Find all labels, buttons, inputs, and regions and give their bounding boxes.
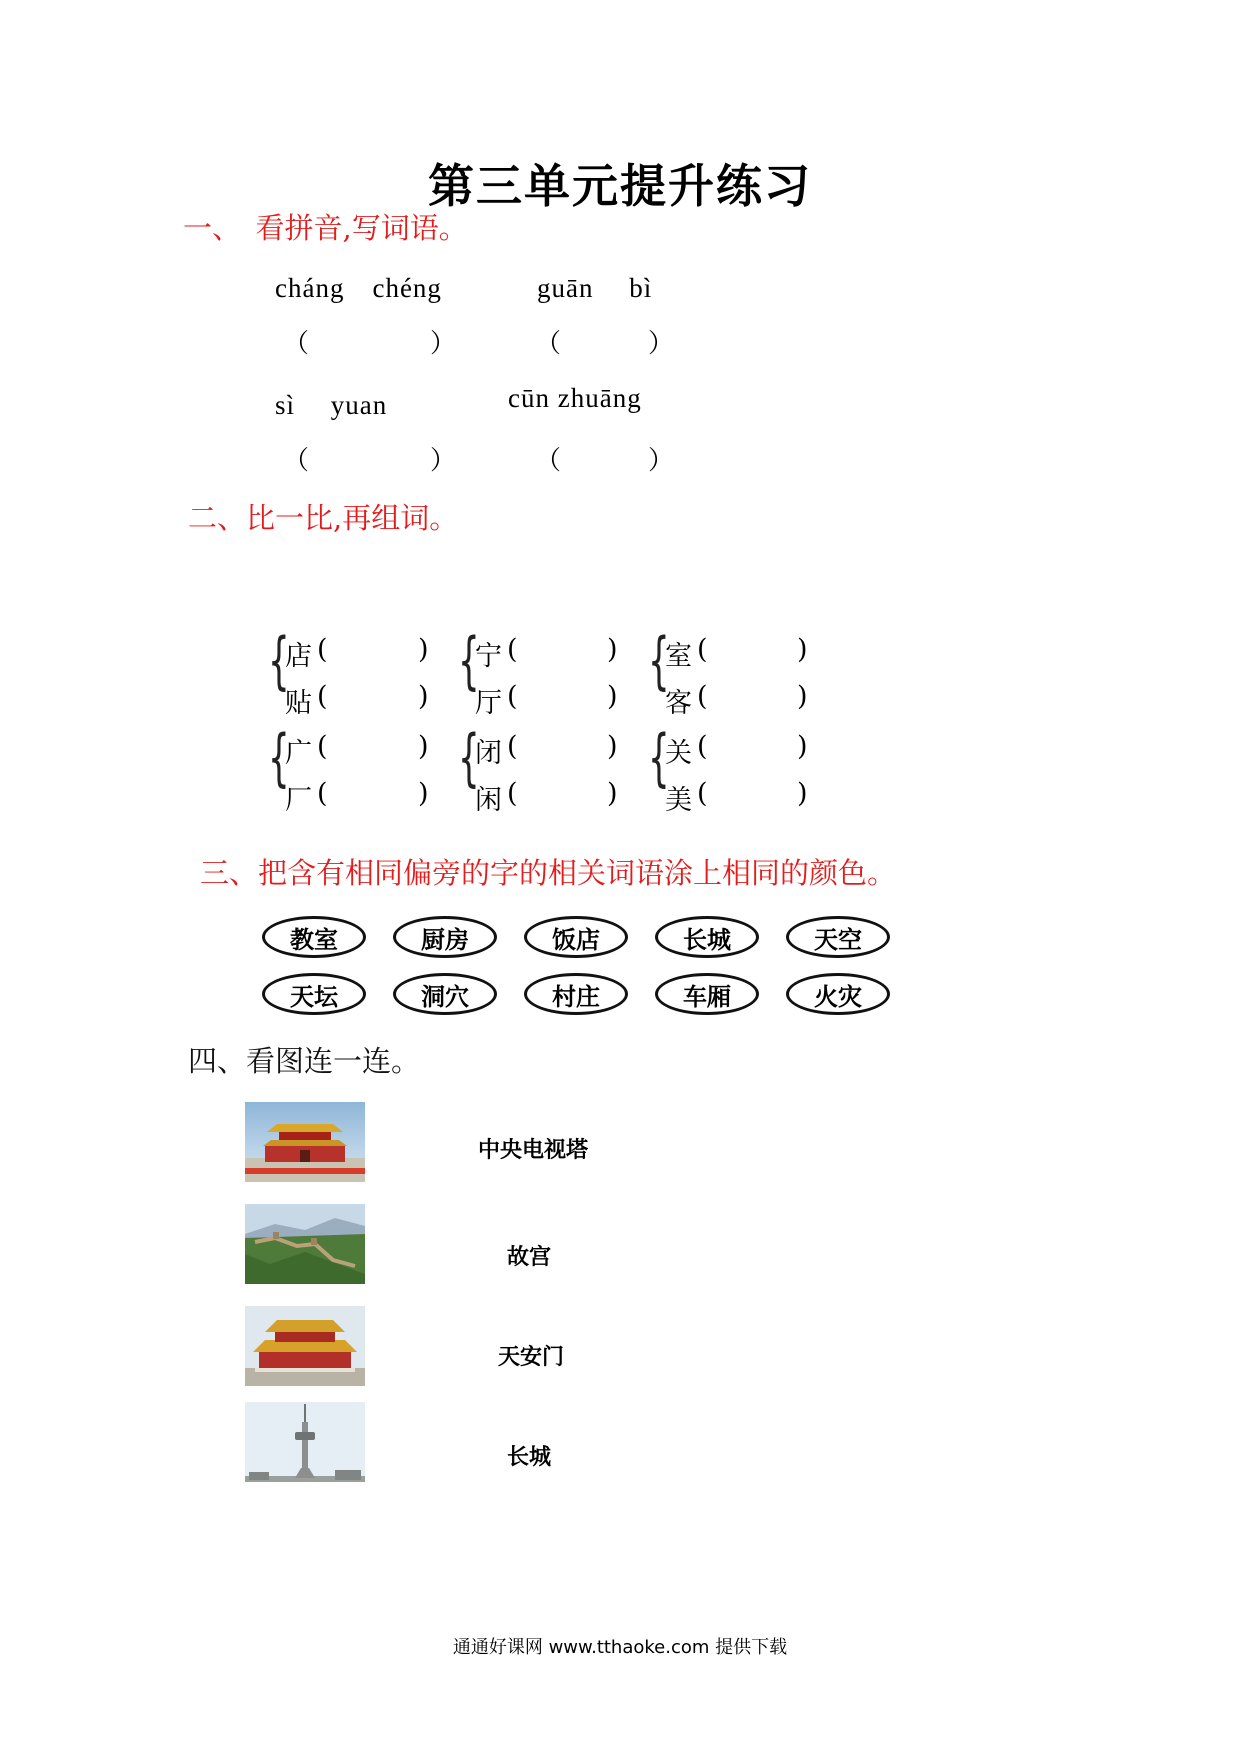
word-oval[interactable]: 天空 <box>786 916 890 958</box>
brace-icon: { <box>268 721 290 794</box>
compare-char: 厂 <box>285 785 312 816</box>
paren-close: ) <box>797 634 808 665</box>
tv-tower-photo[interactable] <box>245 1402 365 1482</box>
paren-open: ( <box>317 731 328 762</box>
place-label[interactable]: 中央电视塔 <box>478 1138 589 1163</box>
compare-char: 宁 <box>475 641 502 672</box>
paren-close: ) <box>607 778 618 809</box>
paren-open: ( <box>697 634 708 665</box>
answer-box-close: ） <box>648 446 675 476</box>
paren-close: ) <box>607 731 618 762</box>
pinyin-guanbi: guān bì <box>537 273 653 303</box>
answer-box-close: ） <box>430 329 457 359</box>
forbidden-city-photo[interactable] <box>245 1306 365 1386</box>
great-wall-photo[interactable] <box>245 1204 365 1284</box>
compare-char: 室 <box>665 641 692 672</box>
word-oval[interactable]: 火灾 <box>786 973 890 1015</box>
answer-box-open: （ <box>283 329 310 359</box>
word-oval[interactable]: 洞穴 <box>393 973 497 1015</box>
paren-open: ( <box>317 634 328 665</box>
paren-close: ) <box>418 634 429 665</box>
compare-char: 贴 <box>285 688 312 719</box>
page-title: 第三单元提升练习 <box>428 159 812 213</box>
brace-icon: { <box>268 624 290 697</box>
compare-char: 关 <box>665 738 692 769</box>
compare-char: 美 <box>665 785 692 816</box>
answer-box-close: ） <box>648 329 675 359</box>
compare-char: 广 <box>285 738 312 769</box>
paren-open: ( <box>507 634 518 665</box>
paren-open: ( <box>697 778 708 809</box>
brace-icon: { <box>458 721 480 794</box>
compare-char: 客 <box>665 688 692 719</box>
paren-open: ( <box>317 778 328 809</box>
paren-close: ) <box>418 778 429 809</box>
answer-box-open: （ <box>535 446 562 476</box>
tiananmen-photo[interactable] <box>245 1102 365 1182</box>
paren-open: ( <box>507 778 518 809</box>
footer-credit: 通通好课网 www.tthaoke.com 提供下载 <box>452 1637 788 1658</box>
word-oval[interactable]: 天坛 <box>262 973 366 1015</box>
paren-open: ( <box>507 731 518 762</box>
place-label[interactable]: 长城 <box>507 1445 552 1470</box>
paren-close: ) <box>607 634 618 665</box>
paren-close: ) <box>797 778 808 809</box>
paren-open: ( <box>697 681 708 712</box>
paren-open: ( <box>507 681 518 712</box>
place-label[interactable]: 天安门 <box>498 1345 565 1370</box>
section-2-heading: 二、比一比,再组词。 <box>188 501 459 535</box>
paren-open: ( <box>317 681 328 712</box>
answer-box-open: （ <box>283 446 310 476</box>
word-oval[interactable]: 村庄 <box>524 973 628 1015</box>
paren-close: ) <box>607 681 618 712</box>
brace-icon: { <box>458 624 480 697</box>
place-label[interactable]: 故宫 <box>507 1245 552 1270</box>
section-1-heading: 一、 看拼音,写词语。 <box>183 211 468 245</box>
compare-char: 闭 <box>475 738 502 769</box>
answer-box-close: ） <box>430 446 457 476</box>
pinyin-cunzhuang: cūn zhuāng <box>508 383 642 413</box>
pinyin-changcheng: cháng chéng <box>275 273 442 303</box>
paren-close: ) <box>418 731 429 762</box>
word-oval[interactable]: 车厢 <box>655 973 759 1015</box>
paren-open: ( <box>697 731 708 762</box>
compare-char: 店 <box>285 641 312 672</box>
compare-char: 闲 <box>475 785 502 816</box>
pinyin-siyuan: sì yuan <box>275 390 388 420</box>
word-oval[interactable]: 饭店 <box>524 916 628 958</box>
paren-close: ) <box>797 681 808 712</box>
section-4-heading: 四、看图连一连。 <box>188 1044 421 1078</box>
word-oval[interactable]: 长城 <box>655 916 759 958</box>
paren-close: ) <box>797 731 808 762</box>
compare-char: 厅 <box>475 688 502 719</box>
brace-icon: { <box>648 624 670 697</box>
answer-box-open: （ <box>535 329 562 359</box>
word-oval[interactable]: 厨房 <box>393 916 497 958</box>
word-oval[interactable]: 教室 <box>262 916 366 958</box>
brace-icon: { <box>648 721 670 794</box>
section-3-heading: 三、把含有相同偏旁的字的相关词语涂上相同的颜色。 <box>200 856 897 890</box>
paren-close: ) <box>418 681 429 712</box>
